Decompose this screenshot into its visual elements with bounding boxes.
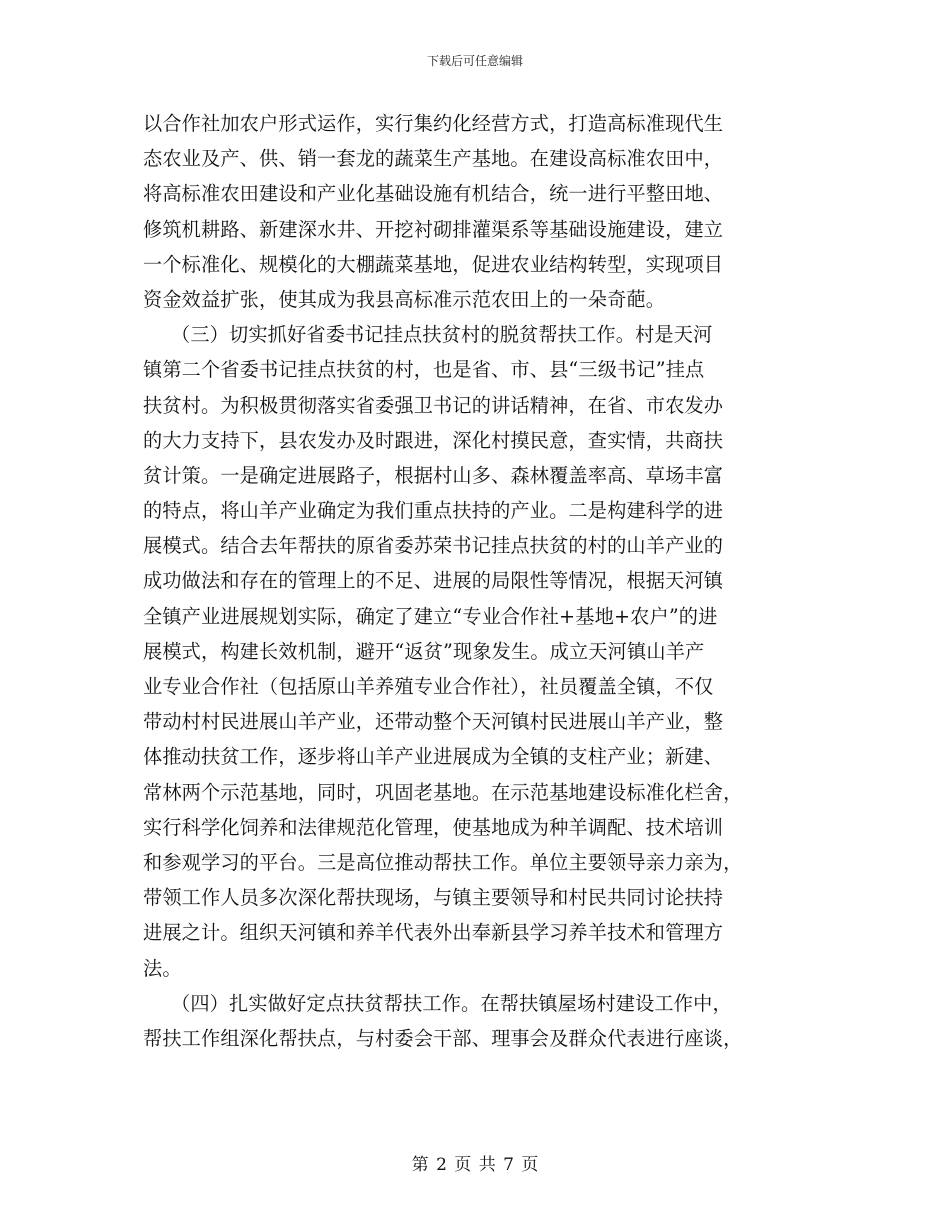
text-line: 常林两个示范基地，同时，巩固老基地。在示范基地建设标准化栏舍， [143,780,743,804]
text-line: 和参观学习的平台。三是高位推动帮扶工作。单位主要领导亲力亲为， [143,850,743,874]
text-line: 实行科学化饲养和法律规范化管理，使基地成为种羊调配、技术培训 [143,815,724,839]
text-line: 帮扶工作组深化帮扶点，与村委会干部、理事会及群众代表进行座谈， [143,1026,743,1050]
text-line: 全镇产业进展规划实际，确定了建立“专业合作社+基地+农户”的进 [143,604,718,628]
text-line: 以合作社加农户形式运作，实行集约化经营方式，打造高标准现代生 [143,112,724,135]
text-line: 态农业及产、供、销一套龙的蔬菜生产基地。在建设高标准农田中， [143,147,724,171]
text-line: 带动村村民进展山羊产业，还带动整个天河镇村民进展山羊产业，整 [143,710,724,734]
text-line: 体推动扶贫工作，逐步将山羊产业进展成为全镇的支柱产业；新建、 [143,745,724,769]
text-line: 扶贫村。为积极贯彻落实省委强卫书记的讲话精神，在省、市农发办 [143,393,724,417]
page-number: 第 2 页 共 7 页 [411,1155,539,1175]
text-line: 一个标准化、规模化的大棚蔬菜基地，促进农业结构转型，实现项目 [143,252,724,276]
text-line: 将高标准农田建设和产业化基础设施有机结合，统一进行平整田地、 [143,182,724,206]
text-line: 成功做法和存在的管理上的不足、进展的局限性等情况，根据天河镇 [143,569,724,593]
text-line: 的大力支持下，县农发办及时跟进，深化村摸民意，查实情，共商扶 [143,428,724,452]
text-line: 资金效益扩张，使其成为我县高标准示范农田上的一朵奇葩。 [143,287,666,311]
text-line: 修筑机耕路、新建深水井、开挖衬砌排灌渠系等基础设施建设，建立 [143,217,724,241]
text-line: 进展之计。组织天河镇和养羊代表外出奉新县学习养羊技术和管理方 [143,921,724,945]
text-line: 展模式。结合去年帮扶的原省委苏荣书记挂点扶贫的村的山羊产业的 [143,534,724,558]
page-header-note: 下载后可任意编辑 [426,54,523,68]
text-line: 贫计策。一是确定进展路子，根据村山多、森林覆盖率高、草场丰富 [143,463,724,487]
text-line: 镇第二个省委书记挂点扶贫的村，也是省、市、县“三级书记”挂点 [143,358,705,382]
section-heading-line: （三）切实抓好省委书记挂点扶贫村的脱贫帮扶工作。村是天河 [171,323,713,347]
text-line: 展模式，构建长效机制，避开“返贫”现象发生。成立天河镇山羊产 [143,639,705,663]
document-body [143,106,809,1056]
section-heading-line: （四）扎实做好定点扶贫帮扶工作。在帮扶镇屋场村建设工作中， [171,991,732,1015]
text-line: 带领工作人员多次深化帮扶现场，与镇主要领导和村民共同讨论扶持 [143,886,724,910]
text-line: 法。 [143,956,182,980]
text-line: 业专业合作社（包括原山羊养殖专业合作社），社员覆盖全镇，不仅 [143,675,714,698]
text-line: 的特点，将山羊产业确定为我们重点扶持的产业。二是构建科学的进 [143,499,724,523]
